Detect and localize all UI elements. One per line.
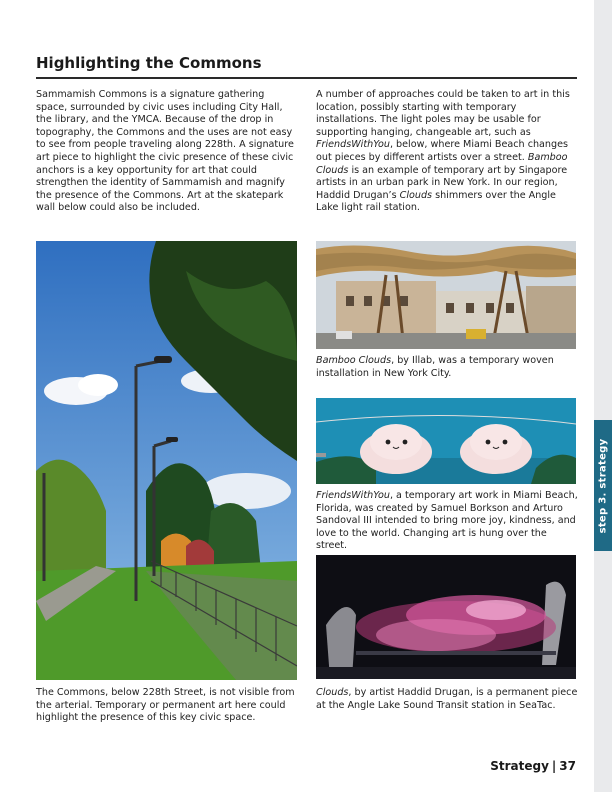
page-edge-strip — [594, 0, 612, 792]
friendswithyou-caption: FriendsWithYou, a temporary art work in Miami Beach, Florida, was created by Samuel Borkson and Arturo Sandoval III intended to bring more joy, kindness, and love to the world. Changing art is hung over the street. — [316, 490, 578, 552]
page-footer — [490, 759, 576, 773]
footer-section: Strategy — [490, 759, 549, 773]
friendswithyou-photo — [316, 398, 576, 484]
bamboo-clouds-caption: Bamboo Clouds, by Illab, was a temporary woven installation in New York City. — [316, 355, 554, 379]
clouds-photo — [316, 555, 576, 679]
side-tab-label: step 3. strategy — [597, 438, 609, 533]
right-column-text: A number of approaches could be taken to art in this location, possibly starting with temporary installations. The light poles may be usable for supporting hanging, changeable art, such as FriendsWithYou, below, where Miami Beach changes out pieces by different artists over a street. Bamboo Clouds is an example of temporary art by Singapore artists in an urban park in New York. In our region, Haddid Drugan’s Clouds shimmers over the Angle Lake light rail station. — [316, 89, 570, 214]
section-side-tab — [594, 420, 612, 551]
title-rule — [36, 77, 577, 79]
commons-caption: The Commons, below 228th Street, is not visible from the arterial. Temporary or permanent art here could highlight the presence of this key civic space. — [36, 687, 295, 724]
bamboo-clouds-photo — [316, 241, 576, 349]
footer-separator: | — [551, 759, 557, 773]
left-column-text: Sammamish Commons is a signature gathering space, surrounded by civic uses including City Hall, the library, and the YMCA. Because of the drop in topography, the Commons and the uses are not easy to see from people traveling along 228th. A signature art piece to highlight the civic presence of these civic anchors is a key opportunity for art that could strengthen the identity of Sammamish and magnify the presence of the Commons. Art at the skatepark wall below could also be included. — [36, 89, 294, 214]
page-number: 37 — [559, 759, 576, 773]
page-title: Highlighting the Commons — [36, 54, 262, 72]
commons-photo — [36, 241, 297, 680]
clouds-caption: Clouds, by artist Haddid Drugan, is a permanent piece at the Angle Lake Sound Transit station in SeaTac. — [316, 687, 578, 711]
